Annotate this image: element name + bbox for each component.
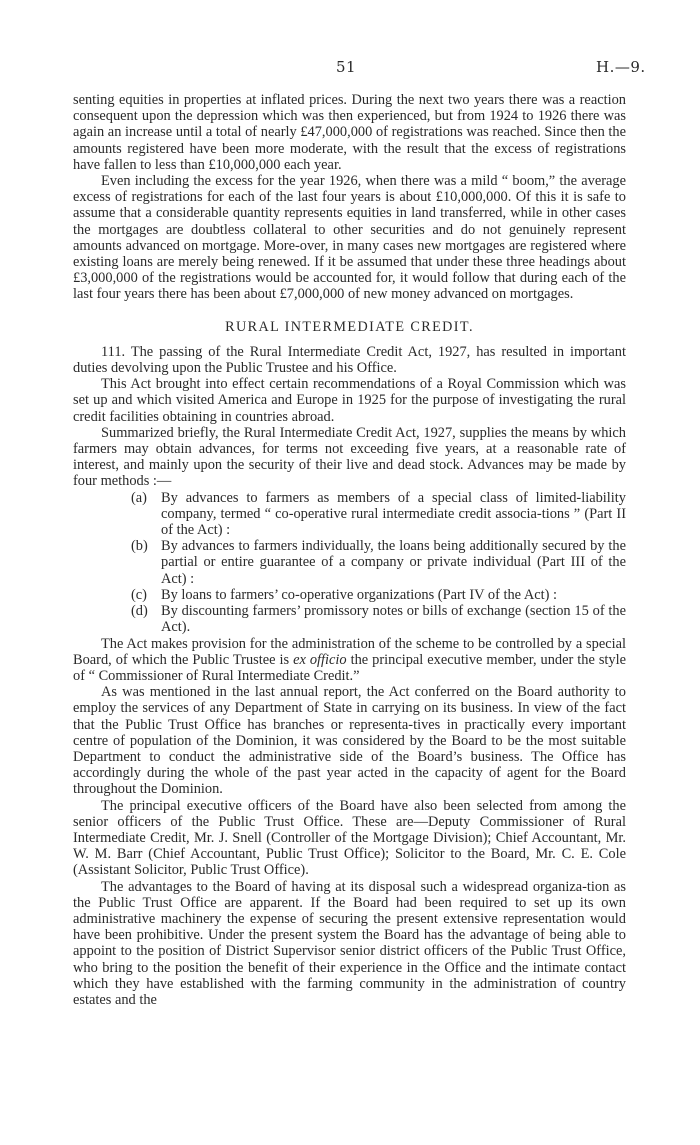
document-body	[73, 92, 626, 1008]
method-item-c	[73, 587, 626, 603]
method-label: (b)	[131, 538, 148, 555]
board-text-after: the principal executive member, under the style of “ Commissioner of Rural Intermediate Credit.”	[73, 651, 626, 684]
method-item-b	[73, 538, 626, 587]
method-label: (c)	[131, 586, 147, 603]
method-text: By loans to farmers’ co-operative organizations (Part IV of the Act) :	[161, 586, 558, 603]
paragraph-royal-commission: This Act brought into effect certain recommendations of a Royal Commission which was set up and which visited America and Europe in 1925 for the purpose of investigating the rural credit facilities obtaining in countries abroad.	[73, 376, 626, 425]
paragraph-officers: The principal executive officers of the Board have also been selected from among the senior officers of the Public Trust Office. These are—Deputy Commissioner of Rural Intermediate Credit, Mr. J. Snell (Controller of the Mortgage Division); Chief Accountant, Mr. W. M. Barr (Chief Accountant, Public Trust Office); Solicitor to the Board, Mr. C. E. Cole (Assistant Solicitor, Public Trust Office).	[73, 797, 626, 879]
paragraph-agent: As was mentioned in the last annual report, the Act conferred on the Board authority to employ the services of any Department of State in carrying on its business. In view of the fact that the Public Trust Office has branches or representa-tives in practically every important centre of population of the Dominion, it was considered by the Board to be the most suitable Department to conduct the administrative side of the Board’s business. The Office has accordingly during the whole of the past year acted in the capacity of agent for the Board throughout the Dominion.	[73, 684, 626, 798]
page-number: 51	[336, 58, 357, 76]
method-item-d	[73, 603, 626, 635]
paragraph-111: 111. The passing of the Rural Intermediate Credit Act, 1927, has resulted in important duties devolving upon the Public Trustee and his Office.	[73, 343, 626, 377]
method-label: (d)	[131, 603, 148, 620]
paragraph-summary: Summarized briefly, the Rural Intermediate Credit Act, 1927, supplies the means by which farmers may obtain advances, for terms not exceeding five years, at a reasonable rate of interest, and mainly upon the security of their live and dead stock. Advances may be made by four methods :—	[73, 424, 626, 490]
method-label: (a)	[131, 489, 147, 506]
method-text: By discounting farmers’ promissory notes or bills of exchange (section 15 of the Act).	[161, 603, 626, 636]
section-heading: RURAL INTERMEDIATE CREDIT.	[225, 318, 474, 335]
paragraph-excess-registrations: Even including the excess for the year 1926, when there was a mild “ boom,” the average excess of registrations for each of the last four years is about £10,000,000. Of this it is safe to assume that a considerable quantity represents equities in land transferred, while in other cases the mortgages are doubtless collateral to other securities and do not genuinely represent amounts advanced on mortgage. More-over, in many cases new mortgages are registered where existing loans are merely being renewed. If it be assumed that under these three headings about £3,000,000 of the registrations would be accounted for, it would follow that during each of the last four years there has been about £7,000,000 of new money advanced on mortgages.	[73, 173, 626, 303]
method-text: By advances to farmers individually, the loans being additionally secured by the partial or entire guarantee of a company or private individual (Part III of the Act) :	[161, 538, 626, 587]
paragraph-board	[73, 636, 626, 685]
paragraph-advantages: The advantages to the Board of having at its disposal such a widespread organiza-tion as the Public Trust Office are apparent. If the Board had been required to set up its own administrative machinery the expense of securing the present extensive representation would have been prohibitive. Under the present system the Board has the advantage of being able to appoint to the position of District Supervisor senior district officers of the Public Trust Office, who bring to the position the benefit of their experience in the Office and the intimate contact which they have established with the farming community in the administration of country estates and the	[73, 878, 626, 1008]
method-item-a	[73, 490, 626, 539]
document-reference: H.—9.	[596, 58, 646, 76]
board-text-italic: ex officio	[293, 651, 347, 668]
method-text: By advances to farmers as members of a special class of limited-liability company, termed “ co-operative rural intermediate credit associa-tions ” (Part II of the Act) :	[161, 489, 626, 539]
paragraph-continued: senting equities in properties at inflated prices. During the next two years there was a reaction consequent upon the depression which was then experienced, but from 1924 to 1926 there was again an increase until a total of nearly £47,000,000 of registrations was reached. Since then the amounts registered have been more moderate, with the result that the excess of registrations have fallen to less than £10,000,000 each year.	[73, 92, 626, 173]
board-text-before: The Act makes provision for the administration of the scheme to be controlled by a special Board, of which the Public Trustee is	[73, 635, 626, 668]
